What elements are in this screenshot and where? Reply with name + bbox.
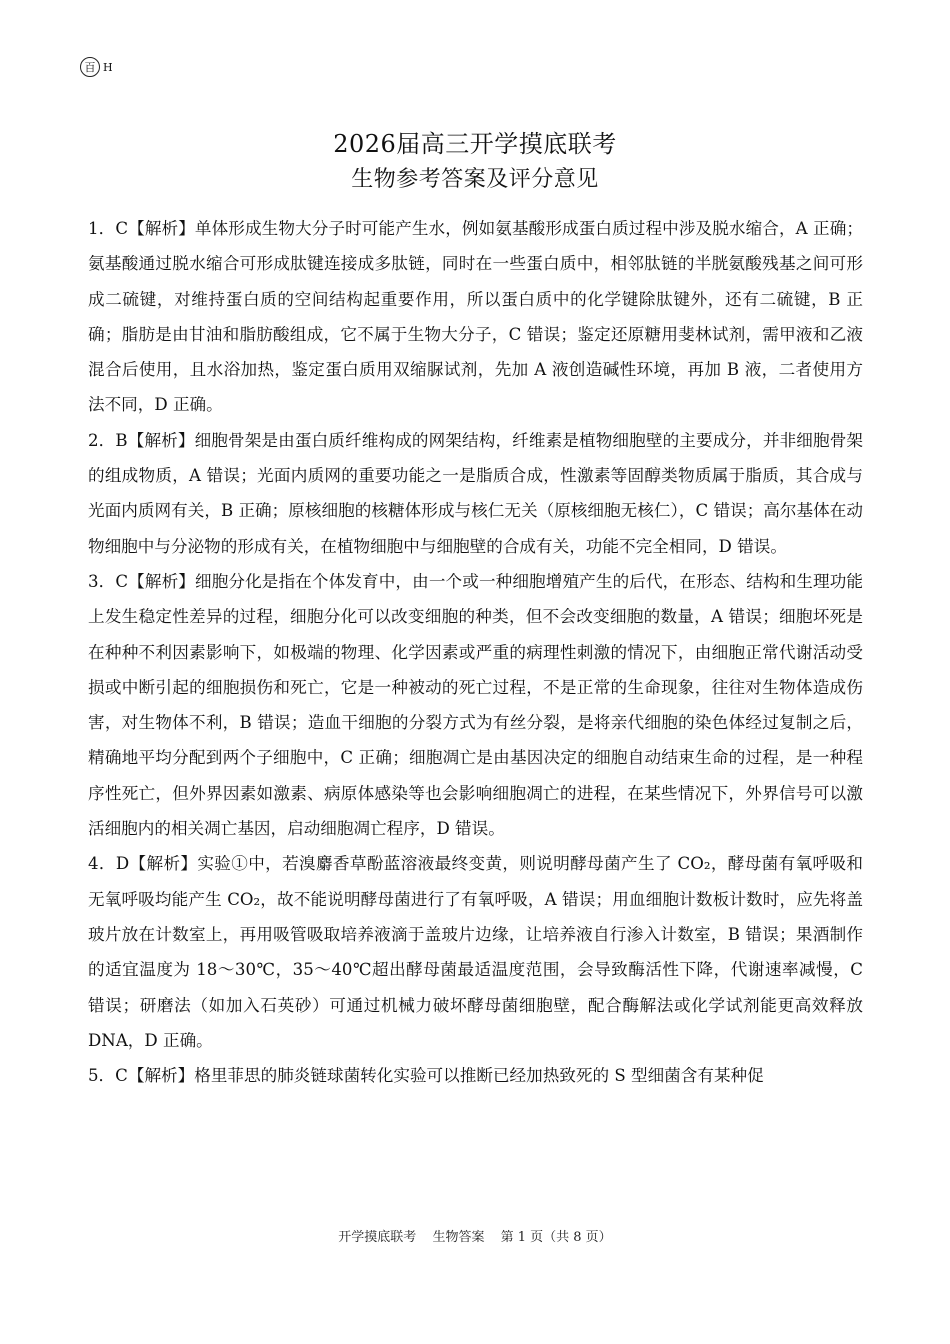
answer-number: 3． <box>88 571 116 591</box>
answer-tag: 【解析】 <box>129 854 198 874</box>
page-title: 2026届高三开学摸底联考 <box>333 130 617 158</box>
footer-exam: 开学摸底联考 <box>338 1230 417 1245</box>
publisher-logo-suffix: H <box>103 60 113 74</box>
answer-item-3 <box>88 564 863 846</box>
page-footer <box>0 1226 950 1245</box>
answer-tag: 【解析】 <box>128 219 195 238</box>
answer-item-4 <box>88 846 863 1058</box>
answer-item-1 <box>88 211 863 423</box>
answer-item-2 <box>88 423 863 564</box>
footer-subject: 生物答案 <box>432 1230 485 1245</box>
answer-choice: D <box>115 854 130 874</box>
answer-tag: 【解析】 <box>127 1066 195 1086</box>
answer-number: 2． <box>88 430 116 450</box>
answer-text: 细胞骨架是由蛋白质纤维构成的网架结构，纤维素是植物细胞壁的主要成分，并非细胞骨架的组成物质，A 错误；光面内质网的重要功能之一是脂质合成，性激素等固醇类物质属于脂质，其合成与光面内质网有关，B 正确；原核细胞的核糖体形成与核仁无关（原核细胞无核仁），C 错误；高尔基体在动物细胞中与分泌物的形成有关，在植物细胞中与细胞壁的合成有关，功能不完全相同，D 错误。 <box>88 430 864 556</box>
answer-number: 4． <box>88 854 116 874</box>
answer-text: 单体形成生物大分子时可能产生水，例如氨基酸形成蛋白质过程中涉及脱水缩合，A 正确；氨基酸通过脱水缩合可形成肽键连接成多肽链，同时在一些蛋白质中，相邻肽链的半胱氨酸残基之间可形成二硫键，对维持蛋白质的空间结构起重要作用，所以蛋白质中的化学键除肽键外，还有二硫键，B 正确；脂肪是由甘油和脂肪酸组成，它不属于生物大分子，C 错误；鉴定还原糖用斐林试剂，需甲液和乙液混合后使用，且水浴加热，鉴定蛋白质用双缩脲试剂，先加 A 液创造碱性环境，再加 B 液，二者使用方法不同，D 正确。 <box>88 219 864 415</box>
answer-list <box>88 211 863 1093</box>
footer-page-number: 第 1 页（共 8 页） <box>500 1230 612 1245</box>
answer-text: 实验①中，若溴麝香草酚蓝溶液最终变黄，则说明酵母菌产生了 CO₂，酵母菌有氧呼吸和无氧呼吸均能产生 CO₂，故不能说明酵母菌进行了有氧呼吸，A 错误；用血细胞计数板计数时，应先将盖玻片放在计数室上，再用吸管吸取培养液滴于盖玻片边缘，让培养液自行渗入计数室，B 错误；果酒制作的适宜温度为 18～30℃，35～40℃超出酵母菌最适温度范围，会导致酶活性下降，代谢速率减慢，C 错误；研磨法（如加入石英砂）可通过机械力破坏酵母菌细胞壁，配合酶解法或化学试剂能更高效释放 DNA，D 正确。 <box>88 854 864 1050</box>
answer-text: 格里菲思的肺炎链球菌转化实验可以推断已经加热致死的 S 型细菌含有某种促 <box>194 1066 764 1086</box>
answer-choice: C <box>115 219 129 238</box>
publisher-logo <box>80 57 113 77</box>
answer-text: 细胞分化是指在个体发育中，由一个或一种细胞增殖产生的后代，在形态、结构和生理功能上发生稳定性差异的过程，细胞分化可以改变细胞的种类，但不会改变细胞的数量，A 错误；细胞坏死是在种种不利因素影响下，如极端的物理、化学因素或严重的病理性刺激的情况下，由细胞正常代谢活动受损或中断引起的细胞损伤和死亡，它是一种被动的死亡过程，不是正常的生命现象，往往对生物体造成伤害，对生物体不利，B 错误；造血干细胞的分裂方式为有丝分裂，是将亲代细胞的染色体经过复制之后，精确地平均分配到两个子细胞中，C 正确；细胞凋亡是由基因决定的细胞自动结束生命的过程，是一种程序性死亡，但外界因素如激素、病原体感染等也会影响细胞凋亡的进程，在某些情况下，外界信号可以激活细胞内的相关凋亡基因，启动细胞凋亡程序，D 错误。 <box>88 571 863 839</box>
page-subtitle: 生物参考答案及评分意见 <box>351 167 599 192</box>
answer-item-5 <box>88 1058 863 1093</box>
answer-tag: 【解析】 <box>128 571 195 591</box>
answer-choice: B <box>115 430 128 450</box>
answer-choice: C <box>115 1066 128 1086</box>
answer-number: 5． <box>88 1066 116 1086</box>
publisher-logo-badge: 百 <box>80 57 100 77</box>
answer-choice: C <box>115 571 129 591</box>
answer-number: 1． <box>88 219 116 238</box>
answer-tag: 【解析】 <box>127 430 195 450</box>
